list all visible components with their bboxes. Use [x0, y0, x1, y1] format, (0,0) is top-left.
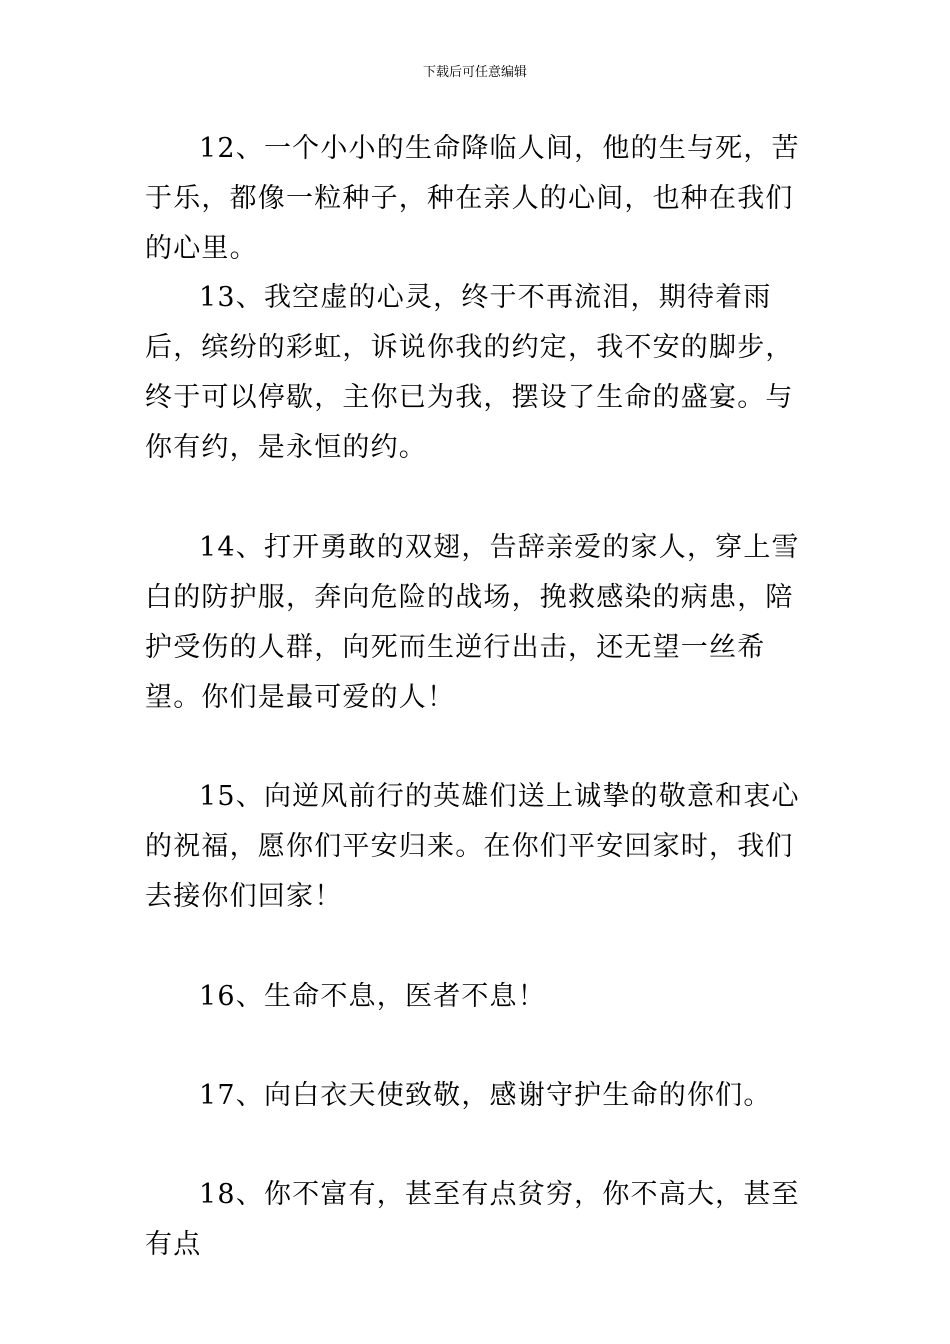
paragraph-12: 12、一个小小的生命降临人间，他的生与死，苦于乐，都像一粒种子，种在亲人的心间，也种在我们的心里。	[145, 133, 800, 264]
paragraph-14: 14、打开勇敢的双翅，告辞亲爱的家人，穿上雪白的防护服，奔向危险的战场，挽救感染的病患，陪护受伤的人群，向死而生逆行出击，还无望一丝希望。你们是最可爱的人！	[145, 532, 800, 713]
paragraph-15: 15、向逆风前行的英雄们送上诚挚的敬意和衷心的祝福，愿你们平安归来。在你们平安回家时，我们去接你们回家！	[145, 781, 800, 912]
paragraph-18: 18、你不富有，甚至有点贫穷，你不高大，甚至有点	[145, 1179, 800, 1260]
page-header: 下载后可任意编辑	[422, 65, 527, 80]
paragraph-16: 16、生命不息，医者不息！	[199, 981, 546, 1012]
paragraph-17: 17、向白衣天使致敬，感谢守护生命的你们。	[199, 1080, 772, 1111]
paragraph-13: 13、我空虚的心灵，终于不再流泪，期待着雨后，缤纷的彩虹，诉说你我的约定，我不安的脚步，终于可以停歇，主你已为我，摆设了生命的盛宴。与你有约，是永恒的约。	[145, 282, 794, 463]
